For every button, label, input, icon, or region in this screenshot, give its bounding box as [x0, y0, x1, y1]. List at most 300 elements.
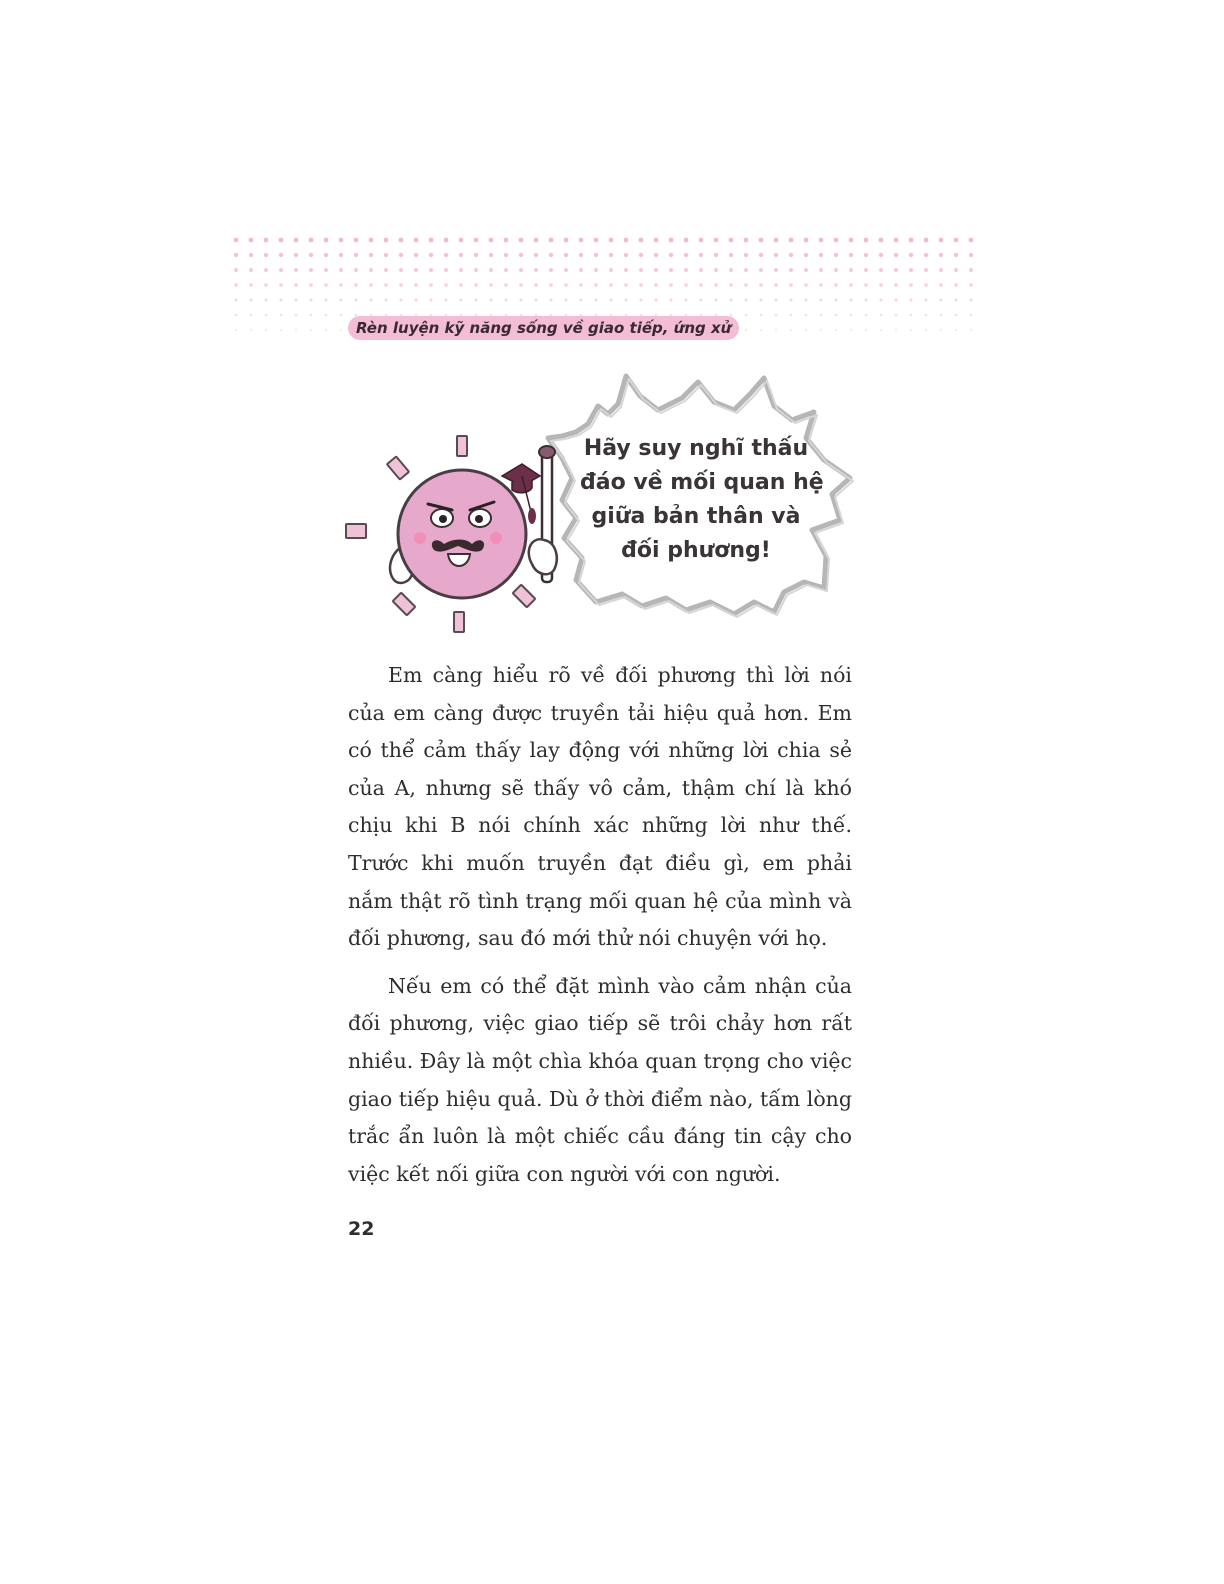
pattern-dot: [745, 329, 747, 331]
pattern-dot: [954, 238, 959, 243]
pattern-dot: [669, 253, 673, 257]
pattern-dot: [264, 268, 268, 272]
pattern-dot: [384, 253, 388, 257]
pattern-dot: [774, 298, 777, 301]
pattern-dot: [504, 298, 507, 301]
pattern-dot: [414, 268, 418, 272]
pattern-dot: [865, 314, 868, 317]
pattern-dot: [324, 283, 327, 286]
pattern-dot: [699, 253, 703, 257]
pattern-dot: [924, 298, 927, 301]
pattern-dot: [759, 298, 762, 301]
pattern-dot: [429, 268, 433, 272]
pattern-dot: [804, 253, 808, 257]
pattern-dot: [249, 268, 253, 272]
body-text: [348, 657, 852, 1193]
pattern-dot: [834, 268, 838, 272]
pattern-dot: [669, 268, 673, 272]
pattern-dot: [294, 283, 297, 286]
pattern-dot: [804, 268, 808, 272]
pattern-dot: [264, 298, 267, 301]
pattern-dot: [234, 298, 237, 301]
pattern-dot: [864, 238, 869, 243]
pattern-dot: [534, 298, 537, 301]
pattern-dot: [279, 268, 283, 272]
pattern-dot: [549, 238, 554, 243]
pattern-dot: [579, 253, 583, 257]
pattern-dot: [639, 268, 643, 272]
pattern-dot: [805, 329, 807, 331]
pattern-dot: [339, 238, 344, 243]
pattern-dot: [910, 329, 912, 331]
pattern-dot: [295, 314, 298, 317]
pattern-dot: [939, 268, 943, 272]
pattern-dot: [639, 298, 642, 301]
pattern-dot: [879, 238, 884, 243]
pattern-dot: [579, 298, 582, 301]
pattern-dot: [939, 298, 942, 301]
pattern-dot: [939, 253, 943, 257]
pattern-dot: [429, 298, 432, 301]
pattern-dot: [684, 238, 689, 243]
pattern-dot: [594, 253, 598, 257]
pattern-dot: [249, 253, 253, 257]
paragraph: Nếu em có thể đặt mình vào cảm nhận của đối phương, việc giao tiếp sẽ trôi chảy hơn rất nhiều. Đây là một chìa khóa quan trọng cho việc giao tiếp hiệu quả. Dù ở thời điểm nào, tấm lòng trắc ẩn luôn là một chiếc cầu đáng tin cậy cho việc kết nối giữa con người với con người.: [348, 973, 852, 1186]
pattern-dot: [399, 268, 403, 272]
pattern-dot: [564, 238, 569, 243]
pattern-dot: [879, 298, 882, 301]
pattern-dot: [384, 238, 389, 243]
pattern-dot: [970, 329, 972, 331]
chapter-header-label: Rèn luyện kỹ năng sống về giao tiếp, ứng xử: [348, 316, 739, 340]
pattern-dot: [234, 253, 238, 257]
pattern-dot: [850, 314, 853, 317]
pattern-dot: [429, 283, 432, 286]
pattern-dot: [864, 253, 868, 257]
pattern-dot: [369, 283, 372, 286]
pattern-dot: [864, 283, 867, 286]
pattern-dot: [894, 283, 897, 286]
pattern-dot: [609, 298, 612, 301]
pattern-dot: [954, 298, 957, 301]
pattern-dot: [684, 283, 687, 286]
pattern-dot: [714, 238, 719, 243]
pattern-dot: [940, 314, 943, 317]
pattern-dot: [459, 268, 463, 272]
pattern-dot: [699, 268, 703, 272]
pattern-dot: [459, 298, 462, 301]
pattern-dot: [744, 268, 748, 272]
pattern-dot: [504, 238, 509, 243]
pattern-dot: [579, 283, 582, 286]
bubble-line: Hãy suy nghĩ thấu: [583, 436, 809, 461]
pattern-dot: [235, 329, 237, 331]
pattern-dot: [504, 253, 508, 257]
pattern-dot: [310, 329, 312, 331]
pattern-dot: [924, 238, 929, 243]
pattern-dot: [894, 268, 898, 272]
pattern-dot: [820, 329, 822, 331]
pattern-dot: [774, 268, 778, 272]
pattern-dot: [249, 283, 252, 286]
pattern-dot: [579, 238, 584, 243]
pattern-dot: [624, 238, 629, 243]
speech-bubble-text: [580, 432, 824, 568]
pattern-dot: [714, 268, 718, 272]
bubble-line: đối phương!: [621, 538, 771, 563]
pattern-dot: [459, 238, 464, 243]
pattern-dot: [489, 298, 492, 301]
pattern-dot: [790, 314, 793, 317]
pattern-dot: [789, 283, 792, 286]
pattern-dot: [444, 253, 448, 257]
pattern-dot: [339, 253, 343, 257]
pattern-dot: [564, 283, 567, 286]
pattern-dot: [969, 298, 972, 301]
pattern-dot: [249, 298, 252, 301]
pattern-dot: [549, 253, 553, 257]
page-number: 22: [348, 1218, 375, 1240]
pattern-dot: [850, 329, 852, 331]
pattern-dot: [294, 253, 298, 257]
pattern-dot: [909, 298, 912, 301]
bubble-line: đáo về mối quan hệ: [580, 470, 824, 495]
pattern-dot: [879, 253, 883, 257]
pattern-dot: [774, 283, 777, 286]
pattern-dot: [534, 253, 538, 257]
pattern-dot: [519, 268, 523, 272]
pattern-dot: [969, 253, 973, 257]
paragraph: Em càng hiểu rõ về đối phương thì lời nói của em càng được truyền tải hiệu quả hơn. Em có thể cảm thấy lay động với những lời chia sẻ của A, nhưng sẽ thấy vô cảm, thậm chí là khó chịu khi B nói chính xác những lời như thế. Trước khi muốn truyền đạt điều gì, em phải nắm thật rõ tình trạng mối quan hệ của mình và đối phương, sau đó mới thử nói chuyện với họ.: [348, 663, 852, 951]
pattern-dot: [745, 314, 748, 317]
pattern-dot: [909, 283, 912, 286]
pattern-dot: [325, 329, 327, 331]
pattern-dot: [729, 298, 732, 301]
pattern-dot: [969, 268, 973, 272]
pattern-dot: [325, 314, 328, 317]
pattern-dot: [789, 238, 794, 243]
pattern-dot: [729, 238, 734, 243]
pattern-dot: [280, 329, 282, 331]
pattern-dot: [759, 283, 762, 286]
pattern-dot: [339, 283, 342, 286]
pattern-dot: [894, 238, 899, 243]
pattern-dot: [369, 268, 373, 272]
pattern-dot: [969, 283, 972, 286]
pattern-dot: [474, 268, 478, 272]
pattern-dot: [474, 283, 477, 286]
pattern-dot: [310, 314, 313, 317]
pattern-dot: [819, 238, 824, 243]
pattern-dot: [684, 253, 688, 257]
pattern-dot: [759, 238, 764, 243]
pattern-dot: [279, 238, 284, 243]
pattern-dot: [399, 238, 404, 243]
pattern-dot: [789, 298, 792, 301]
pattern-dot: [399, 298, 402, 301]
pattern-dot: [970, 314, 973, 317]
pattern-dot: [789, 268, 793, 272]
pattern-dot: [669, 283, 672, 286]
pattern-dot: [564, 253, 568, 257]
pattern-dot: [819, 298, 822, 301]
pattern-dot: [729, 283, 732, 286]
pattern-dot: [354, 283, 357, 286]
pattern-dot: [654, 298, 657, 301]
pattern-dot: [819, 268, 823, 272]
pattern-dot: [835, 314, 838, 317]
pattern-dot: [684, 298, 687, 301]
pattern-dot: [834, 253, 838, 257]
pattern-dot: [880, 314, 883, 317]
pattern-dot: [849, 268, 853, 272]
pattern-dot: [474, 253, 478, 257]
pattern-dot: [309, 268, 313, 272]
pattern-dot: [384, 283, 387, 286]
pattern-dot: [775, 314, 778, 317]
pattern-dot: [234, 283, 237, 286]
pattern-dot: [340, 329, 342, 331]
pattern-dot: [744, 238, 749, 243]
pattern-dot: [414, 298, 417, 301]
pattern-dot: [249, 238, 254, 243]
pattern-dot: [444, 238, 449, 243]
pattern-dot: [324, 238, 329, 243]
pattern-dot: [879, 268, 883, 272]
pattern-dot: [564, 298, 567, 301]
pattern-dot: [579, 268, 583, 272]
pattern-dot: [279, 253, 283, 257]
pattern-dot: [324, 268, 328, 272]
pattern-dot: [624, 253, 628, 257]
pattern-dot: [684, 268, 688, 272]
pattern-dot: [250, 329, 252, 331]
pattern-dot: [669, 238, 674, 243]
pattern-dot: [639, 283, 642, 286]
pattern-dot: [909, 253, 913, 257]
pattern-dot: [894, 298, 897, 301]
pattern-dot: [654, 253, 658, 257]
pattern-dot: [594, 238, 599, 243]
pattern-dot: [639, 238, 644, 243]
pattern-dot: [820, 314, 823, 317]
pattern-dot: [459, 283, 462, 286]
pattern-dot: [924, 268, 928, 272]
pattern-dot: [549, 283, 552, 286]
sun-face: [398, 470, 526, 598]
pattern-dot: [819, 253, 823, 257]
pattern-dot: [925, 314, 928, 317]
pattern-dot: [534, 268, 538, 272]
pattern-dot: [250, 314, 253, 317]
pattern-dot: [294, 298, 297, 301]
pattern-dot: [834, 298, 837, 301]
pattern-dot: [879, 283, 882, 286]
pattern-dot: [954, 253, 958, 257]
pattern-dot: [744, 253, 748, 257]
pattern-dot: [279, 298, 282, 301]
pattern-dot: [969, 238, 974, 243]
pattern-dot: [834, 238, 839, 243]
pattern-dot: [925, 329, 927, 331]
pattern-dot: [729, 268, 733, 272]
pattern-dot: [865, 329, 867, 331]
pattern-dot: [489, 238, 494, 243]
pattern-dot: [624, 283, 627, 286]
pattern-dot: [774, 253, 778, 257]
pattern-dot: [609, 253, 613, 257]
pattern-dot: [399, 253, 403, 257]
pattern-dot: [534, 283, 537, 286]
pattern-dot: [805, 314, 808, 317]
pattern-dot: [414, 238, 419, 243]
pattern-dot: [354, 238, 359, 243]
pattern-dot: [264, 238, 269, 243]
pattern-dot: [714, 298, 717, 301]
pattern-dot: [714, 253, 718, 257]
pattern-dot: [234, 268, 238, 272]
pattern-dot: [339, 298, 342, 301]
pattern-dot: [909, 268, 913, 272]
pattern-dot: [910, 314, 913, 317]
pattern-dot: [489, 283, 492, 286]
pattern-dot: [894, 253, 898, 257]
pattern-dot: [699, 298, 702, 301]
pattern-dot: [519, 298, 522, 301]
pattern-dot: [924, 283, 927, 286]
pattern-dot: [624, 298, 627, 301]
pattern-dot: [280, 314, 283, 317]
pattern-dot: [895, 314, 898, 317]
pattern-dot: [264, 253, 268, 257]
pattern-dot: [835, 329, 837, 331]
pattern-dot: [384, 268, 388, 272]
pattern-dot: [699, 283, 702, 286]
pattern-dot: [594, 298, 597, 301]
pattern-dot: [669, 298, 672, 301]
pattern-dot: [354, 268, 358, 272]
bubble-line: giữa bản thân và: [591, 504, 801, 529]
pattern-dot: [789, 253, 793, 257]
pattern-dot: [804, 238, 809, 243]
pattern-dot: [849, 298, 852, 301]
pattern-dot: [864, 268, 868, 272]
pattern-dot: [909, 238, 914, 243]
pattern-dot: [369, 298, 372, 301]
pattern-dot: [774, 238, 779, 243]
pattern-dot: [235, 314, 238, 317]
pattern-dot: [895, 329, 897, 331]
pattern-dot: [414, 283, 417, 286]
pattern-dot: [744, 298, 747, 301]
pattern-dot: [444, 298, 447, 301]
pattern-dot: [265, 329, 267, 331]
pattern-dot: [309, 298, 312, 301]
pattern-dot: [279, 283, 282, 286]
pattern-dot: [609, 268, 613, 272]
pattern-dot: [414, 253, 418, 257]
pattern-dot: [924, 253, 928, 257]
pattern-dot: [654, 283, 657, 286]
pattern-dot: [744, 283, 747, 286]
pattern-dot: [474, 298, 477, 301]
pattern-dot: [474, 238, 479, 243]
pattern-dot: [489, 253, 493, 257]
pattern-dot: [340, 314, 343, 317]
pattern-dot: [849, 238, 854, 243]
pattern-dot: [384, 298, 387, 301]
pattern-dot: [804, 298, 807, 301]
pattern-dot: [309, 283, 312, 286]
pattern-dot: [759, 268, 763, 272]
pattern-dot: [564, 268, 568, 272]
pattern-dot: [354, 298, 357, 301]
pattern-dot: [609, 238, 614, 243]
pattern-dot: [294, 238, 299, 243]
pattern-dot: [594, 283, 597, 286]
pattern-dot: [880, 329, 882, 331]
pattern-dot: [294, 268, 298, 272]
pattern-dot: [519, 253, 523, 257]
pattern-dot: [459, 253, 463, 257]
pattern-dot: [549, 268, 553, 272]
pattern-dot: [519, 283, 522, 286]
pattern-dot: [309, 238, 314, 243]
pattern-dot: [759, 253, 763, 257]
pattern-dot: [429, 238, 434, 243]
pattern-dot: [519, 238, 524, 243]
pattern-dot: [489, 268, 493, 272]
pattern-dot: [265, 314, 268, 317]
pattern-dot: [624, 268, 628, 272]
pattern-dot: [369, 253, 373, 257]
pattern-dot: [264, 283, 267, 286]
pattern-dot: [639, 253, 643, 257]
pattern-dot: [954, 283, 957, 286]
pattern-dot: [609, 283, 612, 286]
pattern-dot: [729, 253, 733, 257]
pattern-dot: [654, 238, 659, 243]
pattern-dot: [760, 329, 762, 331]
pattern-dot: [324, 298, 327, 301]
pattern-dot: [295, 329, 297, 331]
pattern-dot: [939, 283, 942, 286]
pattern-dot: [775, 329, 777, 331]
pattern-dot: [354, 253, 358, 257]
pattern-dot: [369, 238, 374, 243]
pattern-dot: [429, 253, 433, 257]
pattern-dot: [534, 238, 539, 243]
pattern-dot: [790, 329, 792, 331]
pattern-dot: [444, 268, 448, 272]
pattern-dot: [339, 268, 343, 272]
pattern-dot: [864, 298, 867, 301]
pattern-dot: [804, 283, 807, 286]
pattern-dot: [654, 268, 658, 272]
pattern-dot: [955, 329, 957, 331]
pattern-dot: [939, 238, 944, 243]
pattern-dot: [849, 283, 852, 286]
pattern-dot: [699, 238, 704, 243]
pattern-dot: [504, 283, 507, 286]
pattern-dot: [955, 314, 958, 317]
pattern-dot: [234, 238, 239, 243]
pattern-dot: [309, 253, 313, 257]
pattern-dot: [714, 283, 717, 286]
pattern-dot: [444, 283, 447, 286]
pattern-dot: [504, 268, 508, 272]
pattern-dot: [324, 253, 328, 257]
